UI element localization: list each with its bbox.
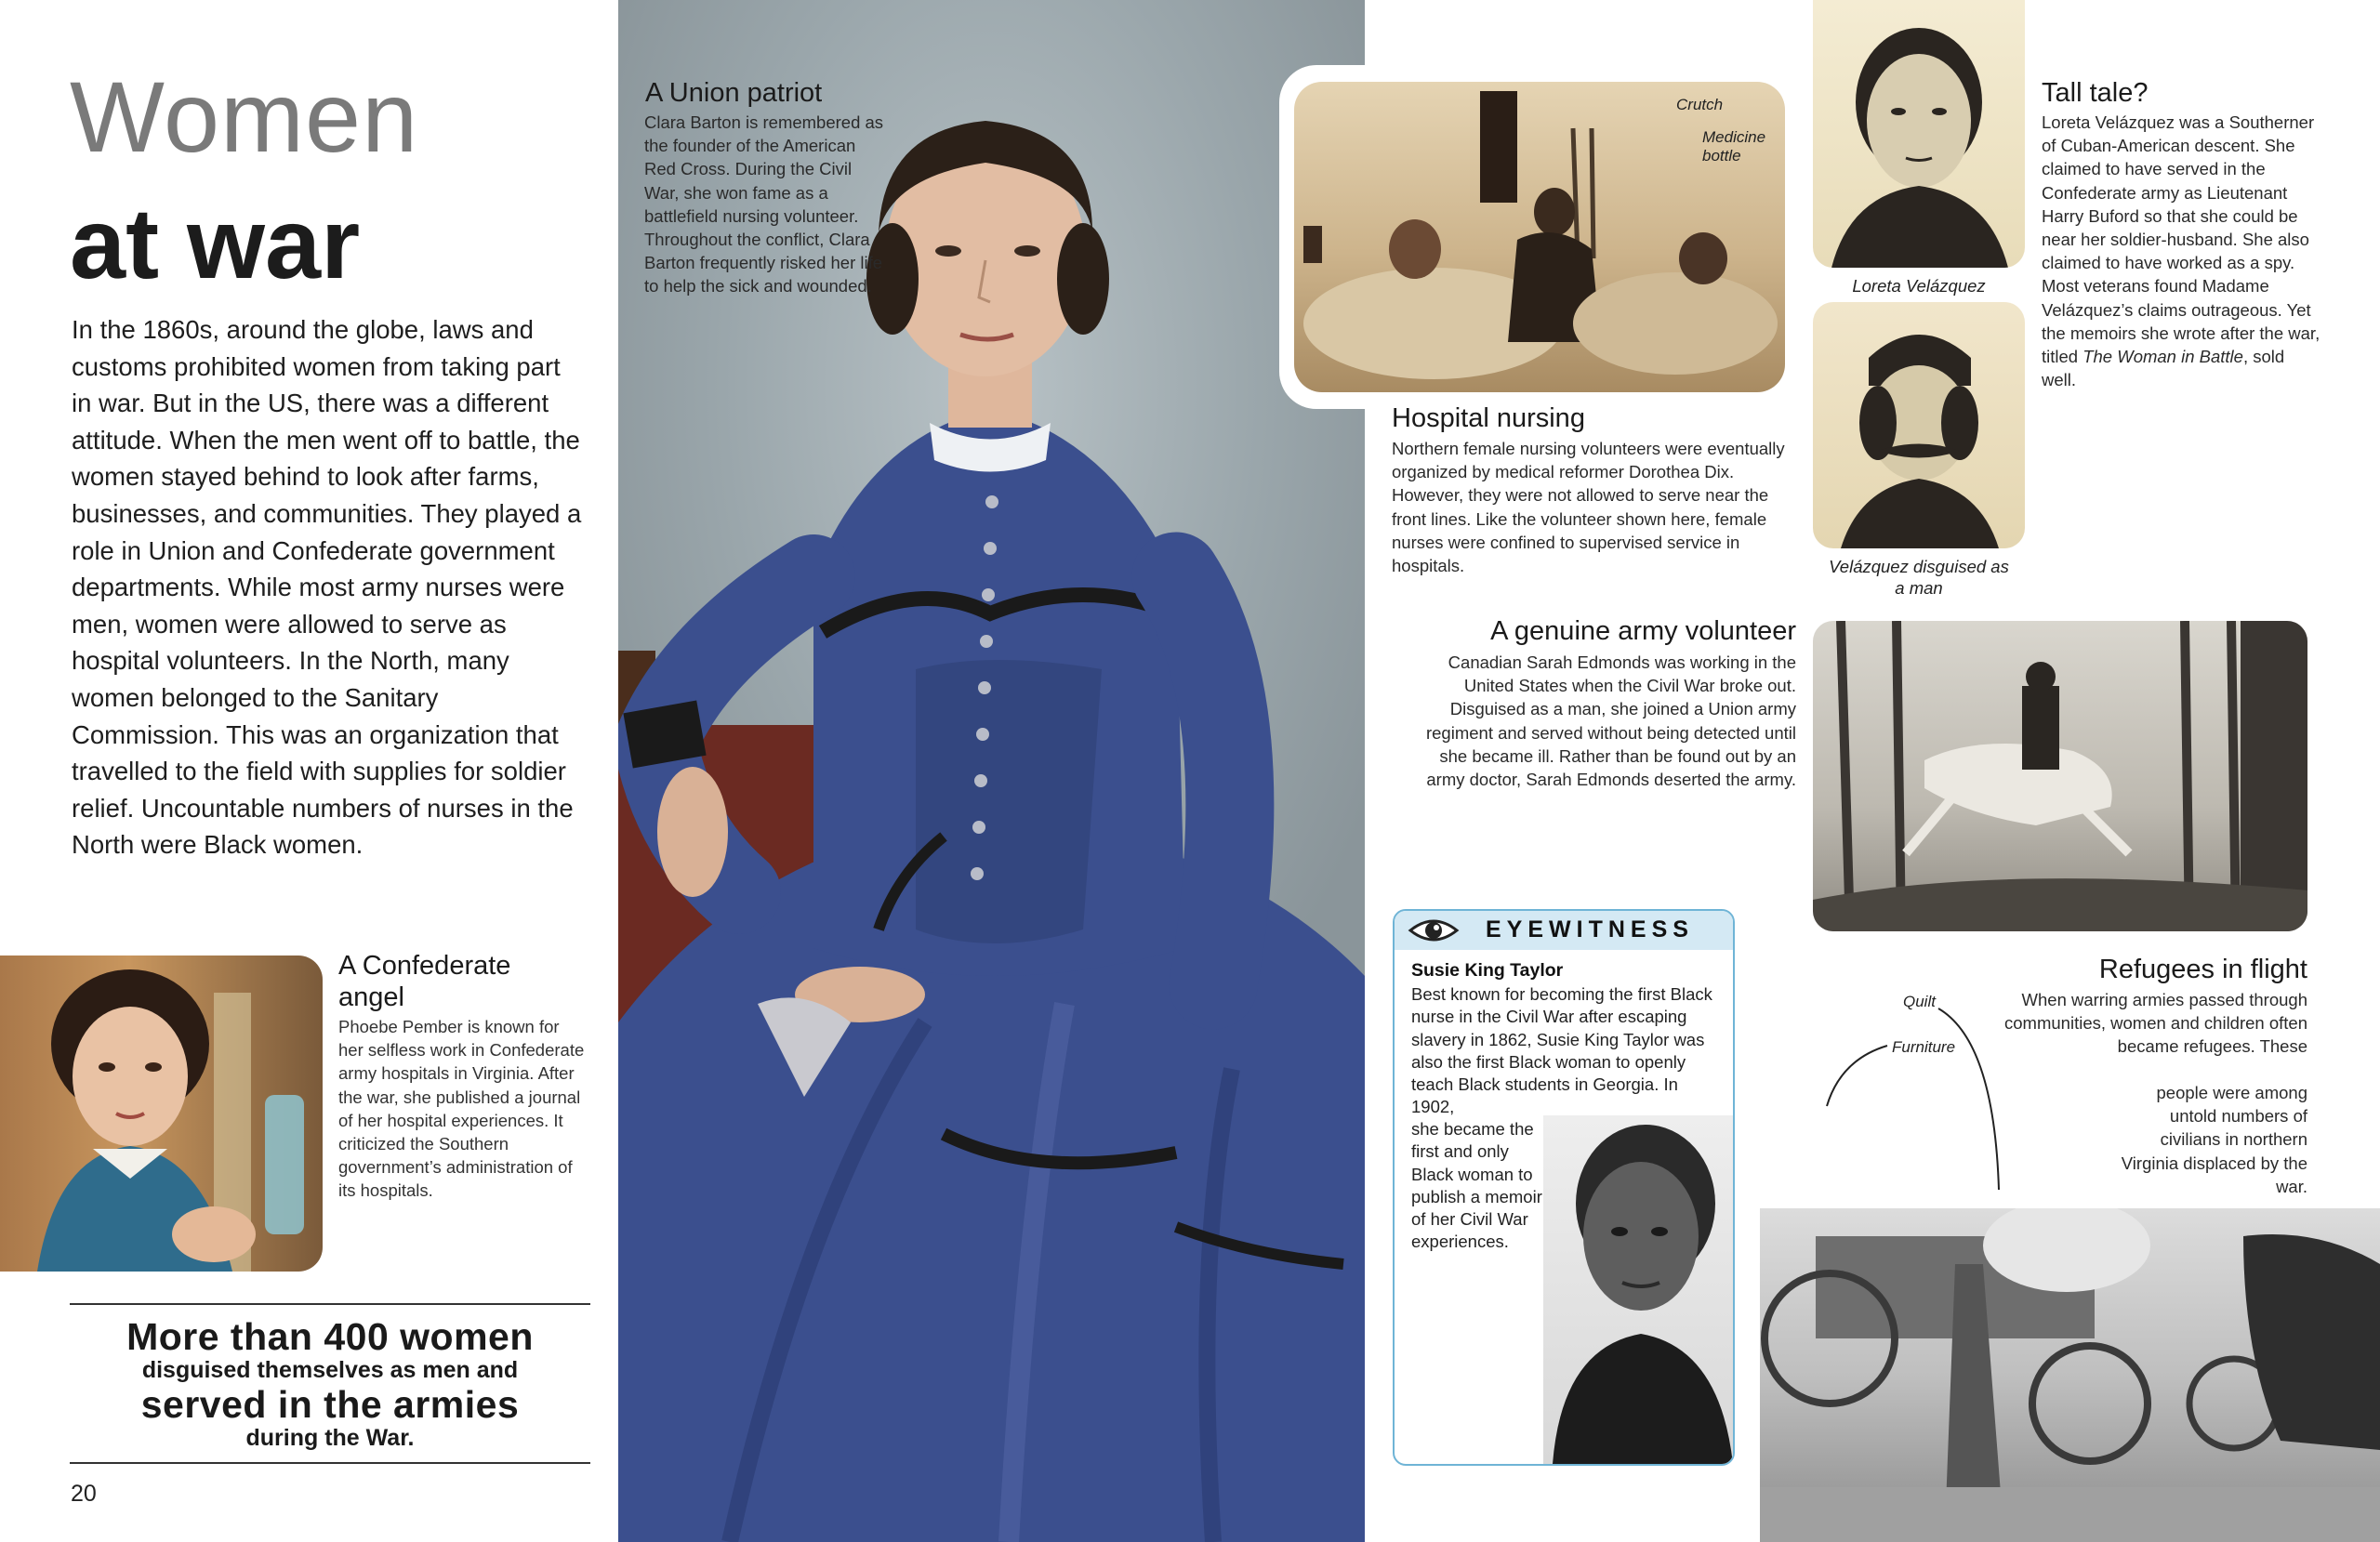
fact-rule-bottom	[70, 1462, 590, 1464]
fact-line3: served in the armies	[140, 1383, 520, 1426]
union-patriot-text: Clara Barton is remembered as the founder of the American Red Cross. During the Civil War, she won fame as a battlefield nursing volunteer. Throughout the conflict, Clara Barton frequently risked her life to help the sick and wounded.	[644, 112, 884, 297]
page-title-line2: at war	[70, 187, 361, 299]
refugees-text-1: When warring armies passed through communities, women and children often became refugees. These	[2004, 990, 2307, 1057]
furniture-annotation: Furniture	[1892, 1038, 1956, 1056]
fact-line1: More than 400 women	[126, 1315, 534, 1358]
eyewitness-text-2: she became the first and only Black woman to publish a memoir of her Civil War experiences.	[1411, 1119, 1542, 1252]
medicine-bottle-annotation: Medicine bottle	[1702, 128, 1766, 165]
sarah-edmonds-engraving	[1813, 621, 2307, 931]
union-patriot-heading: A Union patriot	[645, 78, 823, 108]
susie-king-taylor-photo	[1543, 1115, 1733, 1464]
hospital-nursing-text: Northern female nursing volunteers were eventually organized by medical reformer Dorothea Dix. However, they were not allowed to serve near the front lines. Like the volunteer shown here, female nurses were confined to supervised service in hospitals.	[1392, 439, 1785, 576]
tall-tale-text: Loreta Velázquez was a Southerner of Cuban-American descent. She claimed to have served in the Confederate army as Lieutenant Harry Buford so that she could be near her soldier-husband. She also claimed to have worked as a spy. Most veterans found Madame Velázquez’s claims outrageous. Yet the memoirs she wrote after the war, titled The Woman in Battle, sold well.	[2042, 112, 2320, 390]
tall-tale-heading: Tall tale?	[2042, 78, 2149, 108]
refugee-annotation-lines	[1822, 1004, 2008, 1190]
eyewitness-label: EYEWITNESS	[1486, 916, 1694, 942]
confederate-angel-heading: A Confederate angel	[338, 951, 511, 1012]
confederate-angel-text: Phoebe Pember is known for her selfless work in Confederate army hospitals in Virginia. After the war, she published a journal of her hospital experiences. It criticized the Southern government’s administration of its hospitals.	[338, 1017, 585, 1201]
eyewitness-text-1: Best known for becoming the first Black nurse in the Civil War after escaping slavery in 1862, Susie King Taylor was also the first Black woman to openly teach Black students in Georgia. In 1902,	[1411, 984, 1712, 1117]
intro-paragraph: In the 1860s, around the globe, laws and customs prohibited women from taking part in war. But in the US, there was a different attitude. When the men went off to battle, the women stayed behind to look after farms, businesses, and communities. They played a role in Union and Confederate government departments. While most army nurses were men, women were allowed to serve as hospital volunteers. In the North, many women belonged to the Sanitary Commission. This was an organization that travelled to the field with supplies for soldier relief. Uncountable numbers of nurses in the North were Black women.	[72, 315, 582, 860]
velazquez-caption: Loreta Velázquez	[1852, 276, 1986, 296]
refugees-heading: Refugees in flight	[2098, 955, 2307, 984]
refugees-text-2: people were among untold numbers of civilians in northern Virginia displaced by the war.	[2121, 1083, 2307, 1196]
velazquez-disguised-caption: Velázquez disguised as a man	[1829, 557, 2009, 598]
eye-icon	[1408, 915, 1460, 951]
eyewitness-name: Susie King Taylor	[1411, 960, 1564, 981]
quilt-annotation: Quilt	[1903, 993, 1936, 1010]
army-volunteer-heading: A genuine army volunteer	[1490, 616, 1796, 646]
crutch-annotation: Crutch	[1676, 96, 1724, 113]
loreta-velazquez-engraving	[1813, 0, 2025, 268]
phoebe-pember-illustration	[0, 956, 323, 1272]
army-volunteer-text: Canadian Sarah Edmonds was working in the United States when the Civil War broke out. Disguised as a man, she joined a Union army regiment and served without being detected until she became ill. Rather than be found out by an army doctor, Sarah Edmonds deserted the army.	[1425, 652, 1796, 790]
page-title-line1: Women	[70, 60, 419, 173]
fact-line2: disguised themselves as men and	[141, 1357, 519, 1383]
hospital-nursing-heading: Hospital nursing	[1392, 403, 1585, 433]
refugees-wagon-photo	[1760, 1208, 2380, 1542]
fact-line4: during the War.	[245, 1425, 415, 1451]
velazquez-disguised-engraving	[1813, 302, 2025, 548]
page-number: 20	[71, 1481, 97, 1507]
fact-rule-top	[70, 1303, 590, 1305]
